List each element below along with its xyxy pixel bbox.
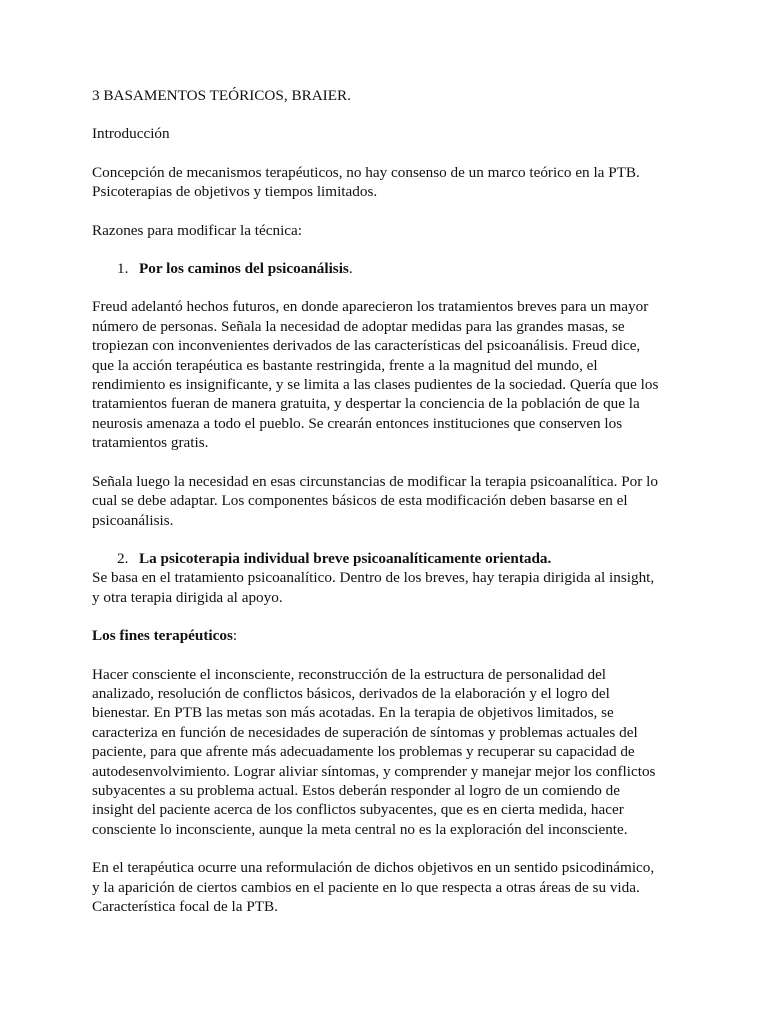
intro-line: Concepción de mecanismos terapéuticos, no hay consenso de un marco teórico en la PTB. bbox=[92, 163, 640, 181]
text-line: insight del paciente acerca de los conflictos subyacentes, que es en cierta medida, hacer bbox=[92, 801, 624, 819]
text-line: caracteriza en función de necesidades de superación de síntomas y problemas actuales del bbox=[92, 723, 638, 741]
paragraph-final bbox=[92, 858, 682, 916]
text-line: Característica focal de la PTB. bbox=[92, 898, 278, 915]
text-line: que la acción terapéutica es bastante restringida, frente a la magnitud del mundo, el bbox=[92, 356, 598, 374]
list-number: 2. bbox=[117, 549, 129, 567]
text-line: Freud adelantó hechos futuros, en donde aparecieron los tratamientos breves para un mayor bbox=[92, 298, 649, 316]
fines-heading-text: Los fines terapéuticos bbox=[92, 627, 233, 645]
text-line: subyacentes a su problema actual. Estos deberán responder al logro de un comiendo de bbox=[92, 781, 621, 799]
text-line: Se basa en el tratamiento psicoanalítico. Dentro de los breves, hay terapia dirigida al insight, bbox=[92, 569, 655, 587]
list-item-suffix: . bbox=[348, 260, 353, 278]
text-line: consciente lo inconsciente, aunque la meta central no es la exploración del inconsciente. bbox=[92, 820, 628, 838]
list-item-text: La psicoterapia individual breve psicoanalíticamente orientada. bbox=[139, 549, 552, 567]
intro-paragraph bbox=[92, 163, 682, 202]
list-item-2 bbox=[92, 549, 682, 568]
text-line: Hacer consciente el inconsciente, reconstrucción de la estructura de personalidad del bbox=[92, 665, 607, 683]
text-line: bienestar. En PTB las metas son más acotadas. En la terapia de objetivos limitados, se bbox=[92, 704, 614, 722]
document-body bbox=[92, 86, 682, 916]
text-line: analizado, resolución de conflictos básicos, derivados de la elaboración y el logro del bbox=[92, 684, 610, 702]
text-line: y otra terapia dirigida al apoyo. bbox=[92, 588, 283, 606]
text-line: rendimiento es insignificante, y se limita a las clases pudientes de la sociedad. Quería que los bbox=[92, 376, 659, 394]
document-title: 3 BASAMENTOS TEÓRICOS, BRAIER. bbox=[92, 87, 351, 104]
paragraph-freud bbox=[92, 297, 682, 452]
text-line: En el terapéutica ocurre una reformulación de dichos objetivos en un sentido psicodinámico, bbox=[92, 859, 655, 877]
list-item-text: Por los caminos del psicoanálisis bbox=[139, 260, 349, 278]
paragraph-senala bbox=[92, 472, 682, 530]
paragraph-hacer bbox=[92, 665, 682, 840]
text-line: tratamientos fueran de manera gratuita, y despertar la conciencia de la población de que la bbox=[92, 395, 640, 413]
intro-line: Psicoterapias de objetivos y tiempos limitados. bbox=[92, 183, 378, 201]
text-line: psicoanálisis. bbox=[92, 511, 174, 529]
list-number: 1. bbox=[117, 260, 129, 278]
text-line: y la aparición de ciertos cambios en el paciente en lo que respecta a otras áreas de su vida. bbox=[92, 878, 640, 896]
text-line: autodesenvolvimiento. Lograr aliviar síntomas, y comprender y manejar mejor los conflictos bbox=[92, 762, 656, 780]
text-line: tratamientos gratis. bbox=[92, 434, 209, 452]
text-line: número de personas. Señala la necesidad de adoptar medidas para las grandes masas, se bbox=[92, 317, 625, 335]
text-line: tropiezan con inconvenientes derivados de las características del psicoanálisis. Freud dice, bbox=[92, 337, 641, 355]
text-line: Señala luego la necesidad en esas circunstancias de modificar la terapia psicoanalítica. Por lo bbox=[92, 472, 658, 490]
list-item-1 bbox=[92, 259, 682, 278]
text-line: neurosis amenaza a todo el pueblo. Se crearán entonces instituciones que conserven los bbox=[92, 414, 623, 432]
intro-heading: Introducción bbox=[92, 125, 170, 143]
text-line: paciente, para que afrente más adecuadamente los problemas y recuperar su capacidad de bbox=[92, 743, 635, 761]
paragraph-basa bbox=[92, 568, 682, 607]
fines-heading bbox=[92, 626, 682, 645]
text-line: cual se debe adaptar. Los componentes básicos de esta modificación deben basarse en el bbox=[92, 492, 628, 510]
reasons-heading: Razones para modificar la técnica: bbox=[92, 221, 302, 239]
fines-heading-colon: : bbox=[232, 627, 238, 645]
